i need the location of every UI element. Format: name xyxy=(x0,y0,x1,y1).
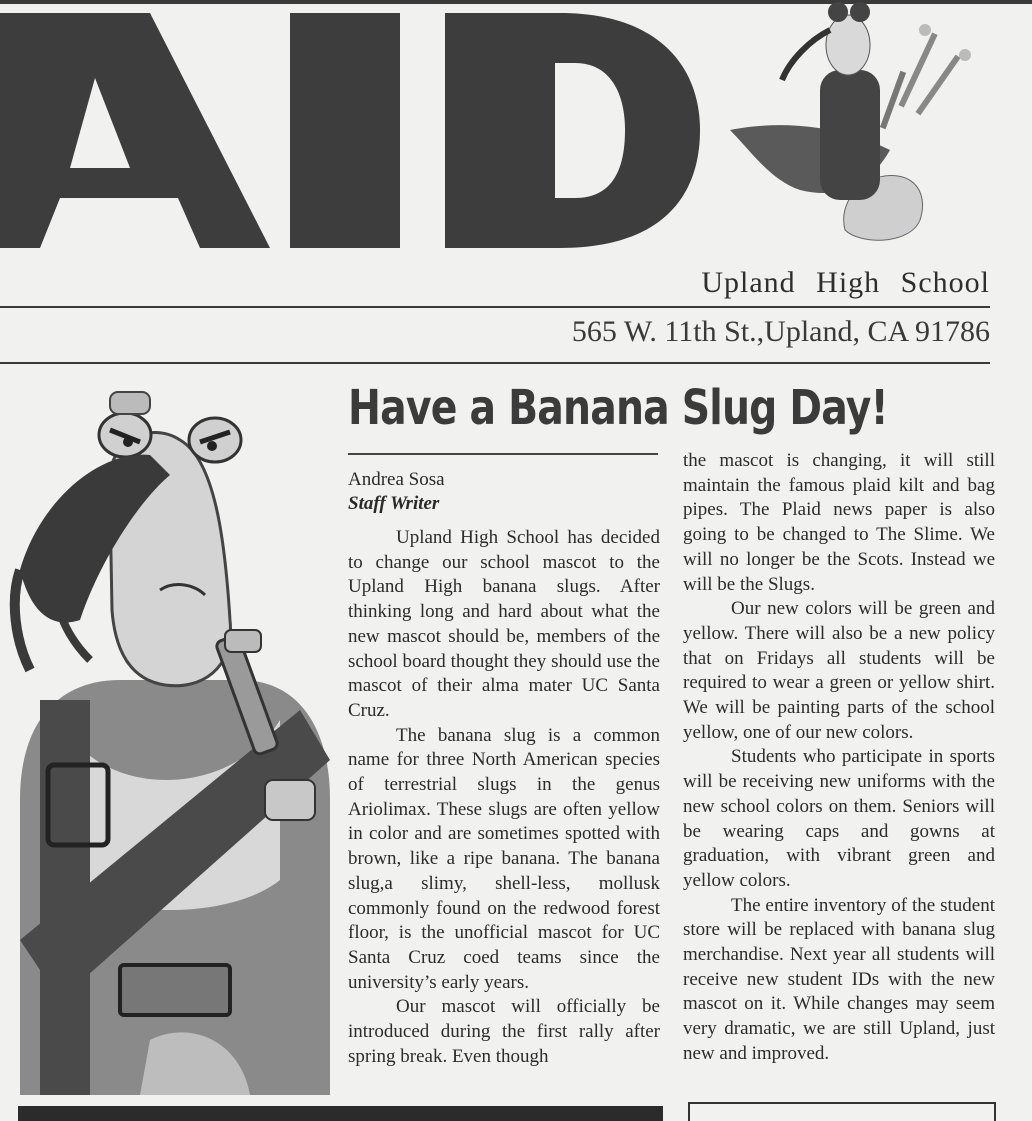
article-headline: Have a Banana Slug Day! xyxy=(348,380,888,436)
school-address: 565 W. 11th St.,Upland, CA 91786 xyxy=(571,315,990,348)
article-paragraph: The entire inventory of the student store will be replaced with banana slug merchandise. Next year all students will receive new student IDs with the new mascot on it. While changes may seem very dramatic, we are still Upland, just new and improved. xyxy=(683,894,995,1064)
article-column-1 xyxy=(348,526,660,1069)
author-name: Andrea Sosa xyxy=(348,469,445,490)
byline xyxy=(348,468,445,516)
article-paragraph: Upland High School has decided to change our school mascot to the Upland High banana slugs. After thinking long and hard about what the new mascot should be, members of the school board thought they should use the mascot of their alma mater UC Santa Cruz. xyxy=(348,527,660,721)
article-paragraph: the mascot is changing, it will still maintain the famous plaid kilt and bag pipes. The Plaid news paper is also going to be changed to The Slime. We will no longer be the Scots. Instead we will be the Slugs. xyxy=(683,450,995,595)
banana-slug-mascot-illustration xyxy=(0,380,335,1095)
next-article-box-edge xyxy=(688,1102,996,1121)
headline-rule xyxy=(348,453,658,455)
next-article-image-edge xyxy=(18,1106,663,1121)
article-paragraph: The banana slug is a common name for three North American species of terrestrial slugs in the genus Ariolimax. These slugs are often yellow in color and are sometimes spotted with brown, like a ripe banana. The banana slug,a slimy, shell-less, mollusk commonly found on the redwood forest floor, is the unofficial mascot for UC Santa Cruz coed teams since the university’s early years. xyxy=(348,724,660,993)
article-paragraph: Our new colors will be green and yellow. There will also be a new policy that on Fridays all students will be required to wear a green or yellow shirt. We will be painting parts of the school yellow, one of our new colors. xyxy=(683,598,995,743)
header-rule xyxy=(0,362,990,364)
article-paragraph: Our mascot will officially be introduced during the first rally after spring break. Even though xyxy=(348,996,660,1067)
masthead-letters-graphic xyxy=(0,8,700,253)
author-role: Staff Writer xyxy=(348,493,440,514)
masthead-title xyxy=(0,8,700,253)
article-column-2 xyxy=(683,449,995,1067)
header-rule xyxy=(0,306,990,308)
school-name: Upland High School xyxy=(701,266,990,299)
bagpiper-slug-illustration xyxy=(720,0,980,255)
article-paragraph: Students who participate in sports will be receiving new uniforms with the new school colors on them. Seniors will be wearing caps and gowns at graduation, with vibrant green and yellow colors. xyxy=(683,746,995,891)
